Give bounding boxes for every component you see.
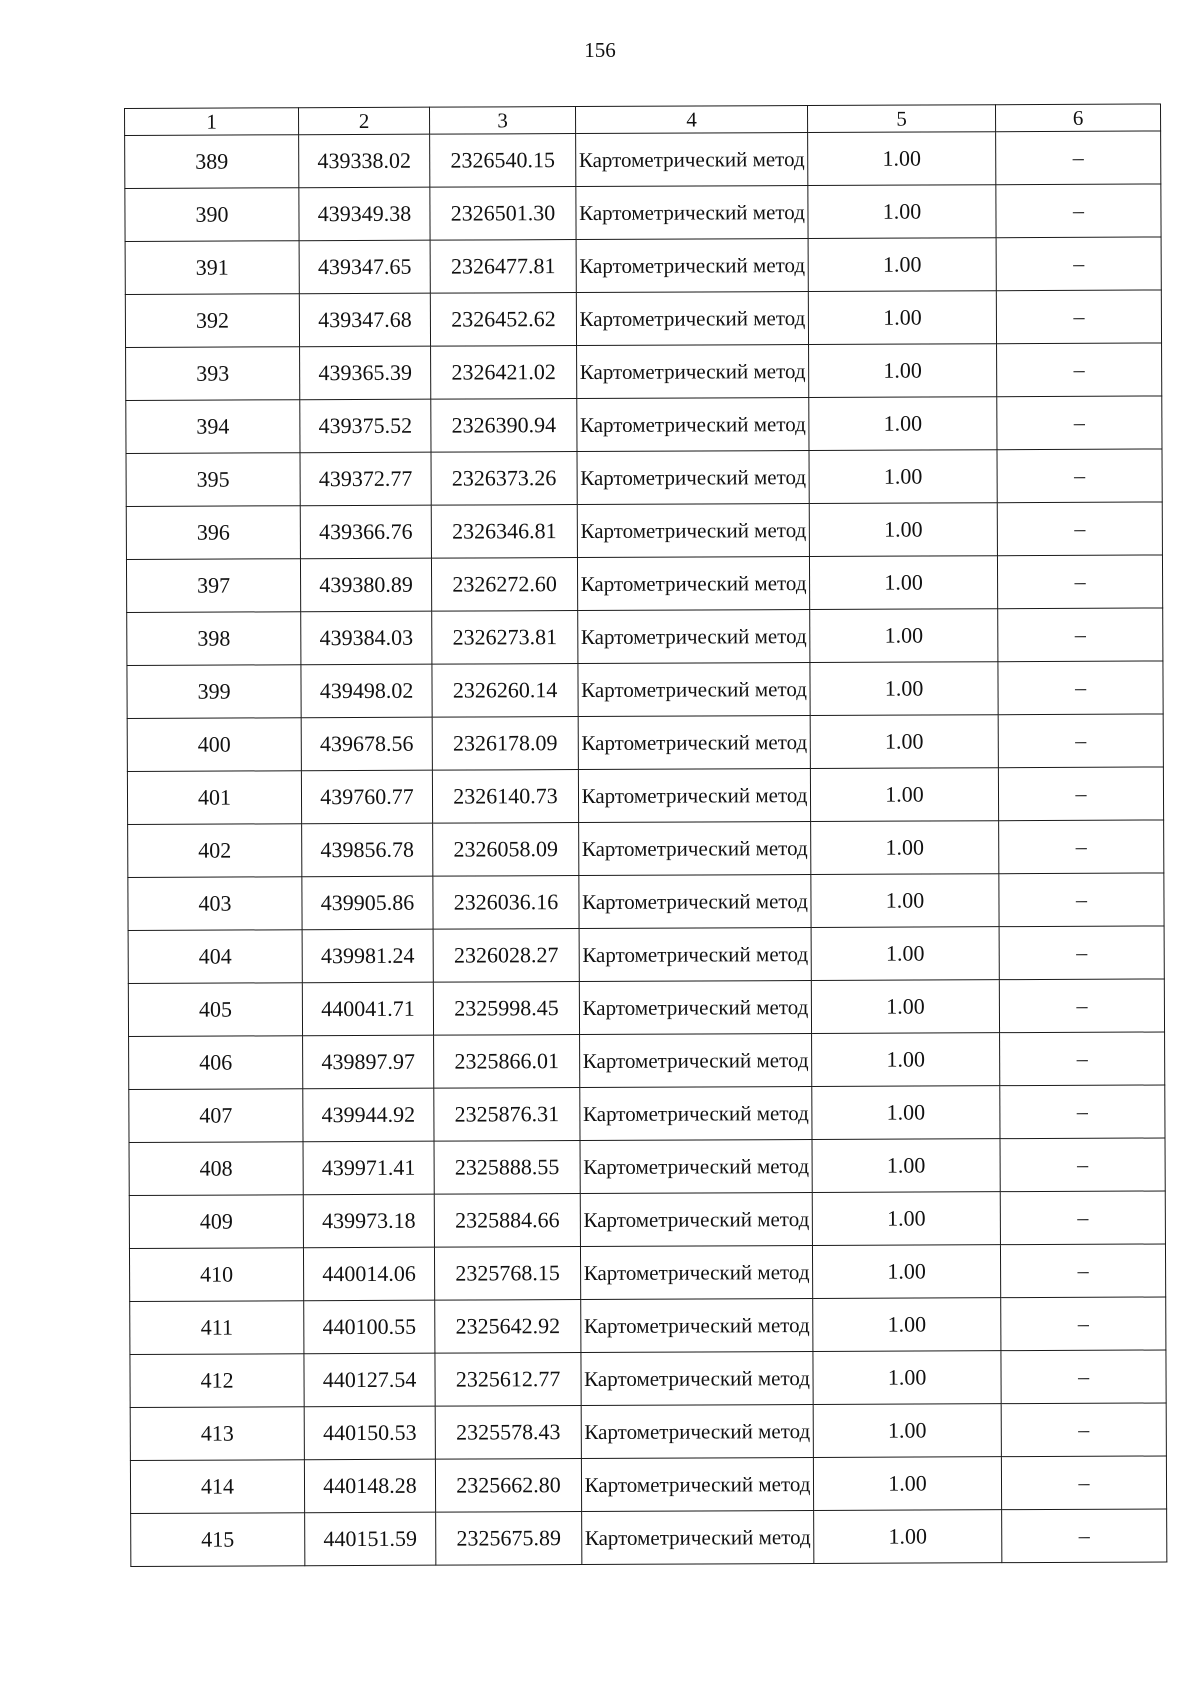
column-header: 3 <box>429 107 575 135</box>
y-coordinate-cell: 2326272.60 <box>431 558 577 612</box>
accuracy-cell: 1.00 <box>813 1351 1001 1405</box>
y-coordinate-cell: 2325888.55 <box>434 1141 580 1195</box>
y-coordinate-cell: 2326540.15 <box>430 134 576 188</box>
method-cell: Картометрический метод <box>576 292 808 346</box>
point-number-cell: 393 <box>126 347 300 401</box>
point-number-cell: 396 <box>126 506 300 560</box>
y-coordinate-cell: 2326346.81 <box>431 505 577 559</box>
method-cell: Картометрический метод <box>577 398 809 452</box>
note-cell: – <box>999 820 1164 874</box>
note-cell: – <box>1000 1085 1165 1139</box>
y-coordinate-cell: 2326273.81 <box>432 611 578 665</box>
note-cell: – <box>998 714 1163 768</box>
point-number-cell: 402 <box>128 824 302 878</box>
y-coordinate-cell: 2326036.16 <box>433 876 579 930</box>
table-row <box>128 926 1164 984</box>
x-coordinate-cell: 439365.39 <box>300 346 431 400</box>
y-coordinate-cell: 2326501.30 <box>430 187 576 241</box>
table-row <box>130 1456 1166 1514</box>
table-row <box>130 1403 1166 1461</box>
accuracy-cell: 1.00 <box>812 1139 1000 1193</box>
x-coordinate-cell: 439971.41 <box>303 1141 434 1195</box>
method-cell: Картометрический метод <box>580 1246 812 1300</box>
y-coordinate-cell: 2326452.62 <box>430 293 576 347</box>
method-cell: Картометрический метод <box>579 928 811 982</box>
note-cell: – <box>1000 1244 1165 1298</box>
method-cell: Картометрический метод <box>578 716 810 770</box>
x-coordinate-cell: 439760.77 <box>301 770 432 824</box>
y-coordinate-cell: 2326058.09 <box>433 823 579 877</box>
method-cell: Картометрический метод <box>578 769 810 823</box>
accuracy-cell: 1.00 <box>814 1510 1002 1564</box>
page-number: 156 <box>584 38 616 62</box>
table-body <box>125 131 1167 1567</box>
point-number-cell: 392 <box>125 294 299 348</box>
method-cell: Картометрический метод <box>580 1140 812 1194</box>
note-cell: – <box>1001 1456 1166 1510</box>
point-number-cell: 399 <box>127 665 301 719</box>
point-number-cell: 406 <box>129 1036 303 1090</box>
point-number-cell: 391 <box>125 241 299 295</box>
x-coordinate-cell: 440150.53 <box>304 1406 435 1460</box>
note-cell: – <box>1002 1509 1167 1563</box>
note-cell: – <box>996 184 1161 238</box>
x-coordinate-cell: 439372.77 <box>300 452 431 506</box>
table-row <box>127 767 1163 825</box>
table-row <box>129 1032 1165 1090</box>
method-cell: Картометрический метод <box>581 1458 813 1512</box>
x-coordinate-cell: 439380.89 <box>300 558 431 612</box>
point-number-cell: 389 <box>125 135 299 189</box>
table-row <box>131 1509 1167 1567</box>
method-cell: Картометрический метод <box>577 451 809 505</box>
point-number-cell: 404 <box>128 930 302 984</box>
x-coordinate-cell: 440151.59 <box>305 1512 436 1566</box>
accuracy-cell: 1.00 <box>810 768 998 822</box>
table-row <box>125 237 1161 295</box>
table-row <box>130 1350 1166 1408</box>
y-coordinate-cell: 2326421.02 <box>431 346 577 400</box>
y-coordinate-cell: 2325642.92 <box>435 1300 581 1354</box>
column-header: 5 <box>807 105 995 133</box>
note-cell: – <box>996 290 1161 344</box>
y-coordinate-cell: 2326260.14 <box>432 664 578 718</box>
method-cell: Картометрический метод <box>581 1352 813 1406</box>
method-cell: Картометрический метод <box>582 1511 814 1565</box>
y-coordinate-cell: 2326178.09 <box>432 717 578 771</box>
y-coordinate-cell: 2325662.80 <box>435 1459 581 1513</box>
accuracy-cell: 1.00 <box>810 609 998 663</box>
x-coordinate-cell: 439498.02 <box>301 664 432 718</box>
point-number-cell: 415 <box>131 1513 305 1567</box>
accuracy-cell: 1.00 <box>809 503 997 557</box>
x-coordinate-cell: 440127.54 <box>304 1353 435 1407</box>
point-number-cell: 412 <box>130 1354 304 1408</box>
y-coordinate-cell: 2325884.66 <box>434 1194 580 1248</box>
method-cell: Картометрический метод <box>581 1405 813 1459</box>
note-cell: – <box>998 767 1163 821</box>
method-cell: Картометрический метод <box>576 186 808 240</box>
note-cell: – <box>997 343 1162 397</box>
y-coordinate-cell: 2325578.43 <box>435 1406 581 1460</box>
note-cell: – <box>996 131 1161 185</box>
coordinates-table <box>124 103 1167 1567</box>
column-header: 6 <box>995 104 1160 132</box>
accuracy-cell: 1.00 <box>808 185 996 239</box>
y-coordinate-cell: 2325675.89 <box>436 1512 582 1566</box>
point-number-cell: 400 <box>127 718 301 772</box>
method-cell: Картометрический метод <box>581 1299 813 1353</box>
accuracy-cell: 1.00 <box>811 821 999 875</box>
note-cell: – <box>1000 1191 1165 1245</box>
x-coordinate-cell: 439366.76 <box>300 505 431 559</box>
x-coordinate-cell: 439981.24 <box>302 929 433 983</box>
accuracy-cell: 1.00 <box>811 980 999 1034</box>
method-cell: Картометрический метод <box>578 610 810 664</box>
note-cell: – <box>999 979 1164 1033</box>
y-coordinate-cell: 2326390.94 <box>431 399 577 453</box>
accuracy-cell: 1.00 <box>811 874 999 928</box>
note-cell: – <box>1001 1297 1166 1351</box>
point-number-cell: 398 <box>127 612 301 666</box>
method-cell: Картометрический метод <box>580 1193 812 1247</box>
note-cell: – <box>1000 1138 1165 1192</box>
table-row <box>128 873 1164 931</box>
x-coordinate-cell: 439347.65 <box>299 240 430 294</box>
note-cell: – <box>999 873 1164 927</box>
point-number-cell: 409 <box>129 1195 303 1249</box>
method-cell: Картометрический метод <box>579 875 811 929</box>
accuracy-cell: 1.00 <box>808 238 996 292</box>
table-row <box>126 343 1162 401</box>
x-coordinate-cell: 439944.92 <box>303 1088 434 1142</box>
note-cell: – <box>997 502 1162 556</box>
point-number-cell: 390 <box>125 188 299 242</box>
table-row <box>128 820 1164 878</box>
table-row <box>125 290 1161 348</box>
method-cell: Картометрический метод <box>578 663 810 717</box>
table-row <box>125 184 1161 242</box>
column-header: 2 <box>299 107 430 135</box>
coordinates-table-container <box>124 103 1167 1567</box>
accuracy-cell: 1.00 <box>810 662 998 716</box>
accuracy-cell: 1.00 <box>810 715 998 769</box>
accuracy-cell: 1.00 <box>809 344 997 398</box>
method-cell: Картометрический метод <box>577 504 809 558</box>
note-cell: – <box>999 926 1164 980</box>
point-number-cell: 408 <box>129 1142 303 1196</box>
y-coordinate-cell: 2326140.73 <box>432 770 578 824</box>
table-row <box>129 1191 1165 1249</box>
accuracy-cell: 1.00 <box>812 1033 1000 1087</box>
note-cell: – <box>997 449 1162 503</box>
point-number-cell: 410 <box>129 1248 303 1302</box>
accuracy-cell: 1.00 <box>809 556 997 610</box>
table-row <box>126 555 1162 613</box>
method-cell: Картометрический метод <box>577 345 809 399</box>
note-cell: – <box>997 555 1162 609</box>
table-row <box>125 131 1161 189</box>
x-coordinate-cell: 440148.28 <box>304 1459 435 1513</box>
method-cell: Картометрический метод <box>580 1034 812 1088</box>
point-number-cell: 394 <box>126 400 300 454</box>
y-coordinate-cell: 2326477.81 <box>430 240 576 294</box>
x-coordinate-cell: 440014.06 <box>303 1247 434 1301</box>
accuracy-cell: 1.00 <box>809 450 997 504</box>
table-row <box>129 1138 1165 1196</box>
accuracy-cell: 1.00 <box>811 927 999 981</box>
column-header: 1 <box>125 108 299 136</box>
table-row <box>126 502 1162 560</box>
x-coordinate-cell: 439897.97 <box>303 1035 434 1089</box>
x-coordinate-cell: 439973.18 <box>303 1194 434 1248</box>
accuracy-cell: 1.00 <box>812 1086 1000 1140</box>
table-row <box>126 396 1162 454</box>
point-number-cell: 405 <box>128 983 302 1037</box>
x-coordinate-cell: 439375.52 <box>300 399 431 453</box>
accuracy-cell: 1.00 <box>813 1457 1001 1511</box>
point-number-cell: 395 <box>126 453 300 507</box>
method-cell: Картометрический метод <box>576 239 808 293</box>
x-coordinate-cell: 439347.68 <box>299 293 430 347</box>
table-row <box>129 1244 1165 1302</box>
note-cell: – <box>998 608 1163 662</box>
table-row <box>127 714 1163 772</box>
note-cell: – <box>998 661 1163 715</box>
table-row <box>130 1297 1166 1355</box>
y-coordinate-cell: 2326373.26 <box>431 452 577 506</box>
point-number-cell: 407 <box>129 1089 303 1143</box>
accuracy-cell: 1.00 <box>812 1245 1000 1299</box>
y-coordinate-cell: 2325612.77 <box>435 1353 581 1407</box>
method-cell: Картометрический метод <box>577 557 809 611</box>
accuracy-cell: 1.00 <box>812 1192 1000 1246</box>
accuracy-cell: 1.00 <box>809 397 997 451</box>
point-number-cell: 397 <box>126 559 300 613</box>
x-coordinate-cell: 440100.55 <box>304 1300 435 1354</box>
table-row <box>128 979 1164 1037</box>
column-header: 4 <box>575 106 807 134</box>
x-coordinate-cell: 439338.02 <box>299 134 430 188</box>
y-coordinate-cell: 2325876.31 <box>434 1088 580 1142</box>
point-number-cell: 403 <box>128 877 302 931</box>
point-number-cell: 401 <box>127 771 301 825</box>
method-cell: Картометрический метод <box>579 822 811 876</box>
x-coordinate-cell: 439856.78 <box>302 823 433 877</box>
table-row <box>127 608 1163 666</box>
y-coordinate-cell: 2325998.45 <box>433 982 579 1036</box>
table-row <box>126 449 1162 507</box>
point-number-cell: 411 <box>130 1301 304 1355</box>
accuracy-cell: 1.00 <box>808 132 996 186</box>
method-cell: Картометрический метод <box>576 133 808 187</box>
x-coordinate-cell: 439384.03 <box>301 611 432 665</box>
note-cell: – <box>1000 1032 1165 1086</box>
y-coordinate-cell: 2326028.27 <box>433 929 579 983</box>
y-coordinate-cell: 2325768.15 <box>434 1247 580 1301</box>
point-number-cell: 413 <box>130 1407 304 1461</box>
note-cell: – <box>996 237 1161 291</box>
table-row <box>127 661 1163 719</box>
x-coordinate-cell: 439349.38 <box>299 187 430 241</box>
note-cell: – <box>997 396 1162 450</box>
note-cell: – <box>1001 1403 1166 1457</box>
accuracy-cell: 1.00 <box>813 1298 1001 1352</box>
note-cell: – <box>1001 1350 1166 1404</box>
point-number-cell: 414 <box>130 1460 304 1514</box>
method-cell: Картометрический метод <box>579 981 811 1035</box>
method-cell: Картометрический метод <box>580 1087 812 1141</box>
x-coordinate-cell: 440041.71 <box>302 982 433 1036</box>
table-row <box>129 1085 1165 1143</box>
x-coordinate-cell: 439678.56 <box>301 717 432 771</box>
accuracy-cell: 1.00 <box>808 291 996 345</box>
y-coordinate-cell: 2325866.01 <box>434 1035 580 1089</box>
accuracy-cell: 1.00 <box>813 1404 1001 1458</box>
x-coordinate-cell: 439905.86 <box>302 876 433 930</box>
